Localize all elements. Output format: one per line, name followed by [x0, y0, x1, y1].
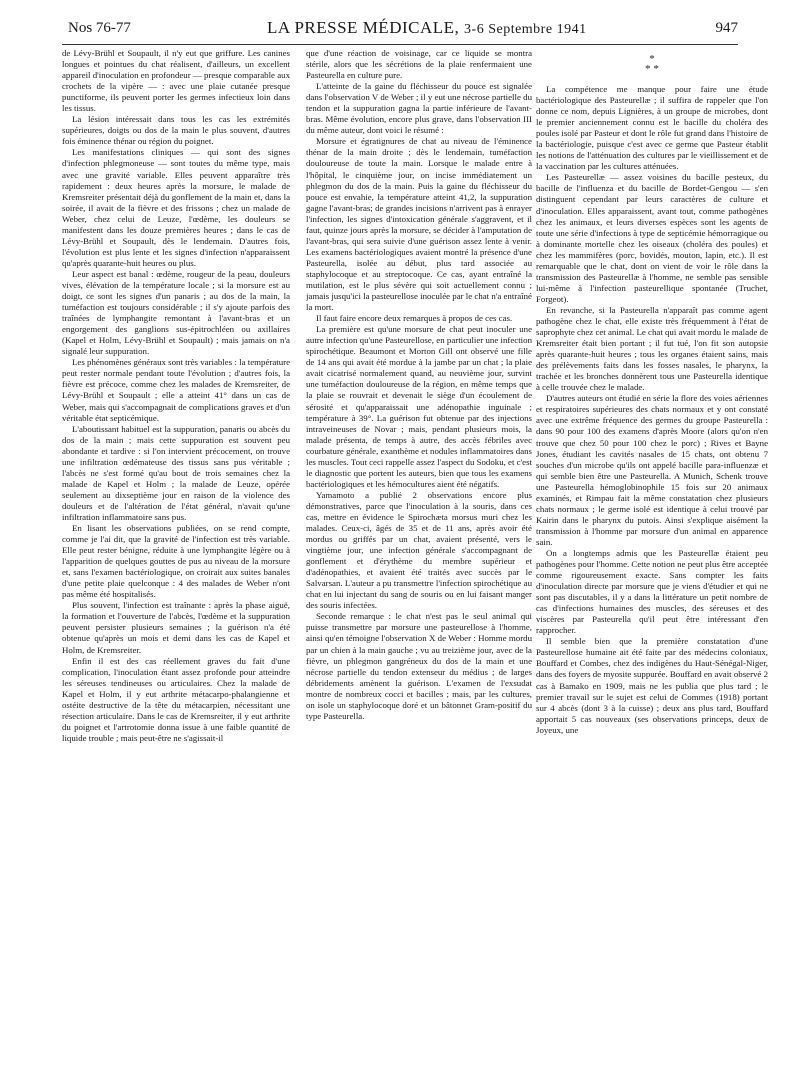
paragraph: L'aboutissant habituel est la suppuration, panaris ou abcès du dos de la main ; mais cette suppuration est souvent peu abondante et tardive : si l'on intervient précocement, on trouve une infiltration œdémateuse des tissus sans pus véritable ; l'abcès ne s'est formé qu'au bout de trois semaines chez la malade de Kapel et Holm ; la malade de Leuze, opérée seulement au dixseptième jour en raison de la violence des douleurs et de l'altération de l'état général, n'avait qu'une infiltration inflammatoire sans pus. [62, 423, 290, 522]
paragraph: D'autres auteurs ont étudié en série la flore des voies aériennes et respiratoires supérieures des chats normaux et y ont constaté avec une extrême fréquence des germes du groupe Pasteurella : dans 90 pour 100 des examens d'après Moore (alors qu'on n'en trouve que chez 50 pour 100 chez le porc) ; Rives et Bayne Jones, étudiant les cavités nasales de 15 chats, ont obtenu 7 souches d'un microbe qu'ils ont appelé bacille para-influenzæ et qui semble bien être une Pasteurella. A Munich, Schenk trouve une Pasteurella hémoglobinophile 15 fois sur 20 animaux examinés, et Rimpau fait la même constatation chez plusieurs chats normaux ; le germe isolé est identique à celui trouvé par Kairin dans le pharynx du putois. Ainsi s'explique aisément la transmission à l'homme par morsure d'un animal en apparence sain. [536, 393, 768, 547]
paragraph: Enfin il est des cas réellement graves du fait d'une complication, l'inoculation étant assez profonde pour atteindre les séreuses tendineuses ou articulaires. Chez la malade de Kapel et Holm, il y eut arthrite métacarpo-phalangienne et ostéite destructive de la tête du métacarpien, nécessitant une résection articulaire. Dans le cas de Kremsreiter, il y eut arthrite du poignet et l'artrotomie donna issue à une faible quantité de liquide trouble ; mais peut-être ne s'agissait-il [62, 655, 290, 743]
paragraph: Leur aspect est banal : œdème, rougeur de la peau, douleurs vives, élévation de la température locale ; si la morsure est au doigt, ce sont les signes d'un panaris ; au dos de la main, la tuméfaction est toujours considérable ; il s'y ajoute parfois des traînées de lymphangite remontant à l'avant-bras et un engorgement des ganglions sus-épitrochléen ou axillaires (Kapel et Holm, Lévy-Brühl et Soupault) ; mais jamais on n'a signalé leur suppuration. [62, 268, 290, 357]
column-right [536, 48, 768, 1078]
paragraph: La première est qu'une morsure de chat peut inoculer une autre infection qu'une Pasteurellose, en particulier une infection spirochétique. Beaumont et Morton Gill ont observé une fille de 14 ans qui avait été mordue à la jambe par un chat ; la plaie avait cicatrisé normalement quand, au neuvième jour, survint une tuméfaction douloureuse de la région, en même temps que la plaie se rouvrait et devenait le siège d'un écoulement de sérosité et qu'apparaissait une adénopathie inguinale ; température à 39°. La guérison fut obtenue par des injections intraveineuses de Novar ; mais, pendant plusieurs mois, la malade présenta, de temps à autre, des accès fébriles avec courbature générale, exanthème et nodules inflammatoires dans les muscles. Tout ceci rappelle assez l'aspect du Sodoku, et c'est le diagnostic que portent les auteurs, bien que tous les examens bactériologiques et les hémocultures aient été négatifs. [306, 324, 532, 489]
paragraph: de Lévy-Brühl et Soupault, il n'y eut que griffure. Les canines longues et pointues du chat réalisent, d'ailleurs, un excellent appareil d'inoculation en profondeur — presque comparable aux crochets de la vipère — : avec une plaie cutanée presque punctiforme, ils peuvent porter les germes infectieux loin dans les tissus. [62, 48, 290, 114]
paragraph: Les phénomènes généraux sont très variables : la température peut rester normale pendant toute l'évolution ; d'autres fois, la fièvre est précoce, comme chez les malades de Kremsreiter, de Lévy-Brühl et Soupault ; elle a atteint 41° dans un cas de Weber, mais qui s'accompagnait de complications graves et d'un véritable état septicémique. [62, 357, 290, 423]
paragraph: Plus souvent, l'infection est traînante : après la phase aiguë, la formation et l'ouverture de l'abcès, l'œdème et la suppuration peuvent persister plusieurs semaines ; la guérison n'a été obtenue qu'après un mois et demi dans les cas de Kapel et Holm, de Kremsreiter. [62, 600, 290, 655]
paragraph: que d'une réaction de voisinage, car ce liquide se montra stérile, alors que les sécrétions de la plaie renfermaient une Pasteurella en culture pure. [306, 48, 532, 81]
column-middle [306, 48, 532, 1078]
separator-stars: * * [645, 63, 659, 75]
journal-title-line [267, 18, 587, 38]
paragraph: Les Pasteurellæ — assez voisines du bacille pesteux, du bacille de l'influenza et du bacille de Bordet-Gengou — s'en distinguent cependant par leurs caractères de culture et d'inoculation. Elles apparaissent, avant tout, comme pathogènes chez les animaux, et leurs diverses espèces sont les agents de toute une série d'infections à type de septicémie hémorragique ou à dominante mortelle chez les oiseaux (choléra des poules) et chez les mammifères (porc, bovidés, mouton, lapin, etc.). Il est remarquable que le chat, dont on vient de voir le rôle dans la transmission des Pasteurellæ à l'homme, ne semble pas sensible lui-même à l'infection pasteurellique spontanée (Truchet, Forgeot). [536, 172, 768, 304]
paragraph: Yamamoto a publié 2 observations encore plus démonstratives, parce que l'inoculation à la souris, dans ces cas, mettre en évidence le Spirochæta morsus muri chez les malades. Ceux-ci, âgés de 35 et de 11 ans, après avoir été mordus ou griffés par un chat, avaient présenté, vers le vingtième jour, une infection générale s'accompagnant de gonflement et d'érythème du membre supérieur et d'adénopathies, et avaient été traités avec succès par le Salvarsan. L'auteur a pu transmettre l'infection spirochétique au chat en lui injectant du sang de souris ou en lui faisant manger des souris infectées. [306, 489, 532, 611]
paragraph: Les manifestations cliniques — qui sont des signes d'infection phlegmoneuse — sont toutes du même type, mais avec une gravité variable. Elles peuvent apparaître très rapidement : deux heures après la morsure, le malade de Kremsreiter présentait déjà du gonflement de la main et, dans la soirée, il avait de la fièvre et des frissons ; chez un malade de Weber, chez celui de Leuze, l'œdème, les douleurs se manifestent dans les douze premières heures ; dans le cas de Lévy-Brühl et Soupault, dès le lendemain. D'autres fois, l'évolution est plus lente et les signes d'infection n'apparaissent qu'après quarante-huit heures ou plus. [62, 147, 290, 268]
paragraph: Il semble bien que la première constatation d'une Pasteurellose humaine ait été faite par des médecins coloniaux, Bouffard et Combes, chez des indigènes du Haut-Sénégal-Niger, dans des foyers de myosite suppurée. Bouffard en avait observé 2 cas à Bamako en 1909, mais ne les publia que plus tard ; le premier travail sur le sujet est celui de Commes (1918) portant sur 4 abcès (dont 3 à la cuisse) ; deux ans plus tard, Bouffard apportait 5 cas nouveaux (ses observations princeps, deux de Joyeux, une [536, 636, 768, 735]
paragraph: Il faut faire encore deux remarques à propos de ces cas. [316, 313, 513, 324]
page-header [62, 14, 738, 45]
paragraph: La lésion intéressait dans tous les cas les extrémités supérieures, doigts ou dos de la main le plus souvent, d'autres fois éminence thénar ou région du poignet. [62, 114, 290, 147]
separator-star: * [649, 53, 655, 65]
paragraph: La compétence me manque pour faire une étude bactériologique des Pasteurellæ ; il suffira de rappeler que l'on donne ce nom, depuis Lignières, à un groupe de microbes, dont le premier anciennement connu est le bacille du choléra des poules isolé par Pasteur et dont le rôle fut grand dans l'histoire de la bactériologie, puisque c'est avec ce germe que Pasteur établit les notions de l'atténuation des cultures par le vieillissement et de la vaccination par les cultures atténuées. [536, 84, 768, 172]
paragraph: Morsure et égratignures de chat au niveau de l'éminence thénar de la main droite ; dès le lendemain, tuméfaction douloureuse de toute la main. Lorsque le malade entre à l'hôpital, le cinquième jour, on incise immédiatement un phlegmon du dos de la main. Puis la gaine du fléchisseur du pouce est envahie, la température atteint 41,2, la suppuration gagne l'avant-bras; de grandes incisions n'arrivent pas à enrayer l'infection, les signes d'intoxication générale s'aggravent, et il faut, quinze jours après la morsure, se décider à l'amputation de l'avant-bras, qui sera suivie d'une guérison assez lente à venir. Les examens bactériologiques avaient montré la présence d'une Pasteurella, isolée au début, plus tard associée au staphylocoque et au streptocoque. Ce cas, ayant entraîné la mutilation, est le plus sévère qui soit actuellement connu ; jamais jusqu'ici la pasteurellose inoculée par le chat n'a entraîné la mort. [306, 136, 532, 313]
paragraph: On a longtemps admis que les Pasteurellæ étaient peu pathogènes pour l'homme. Cette notion ne peut plus être acceptée comme rigoureusement exacte. Sans compter les faits d'inoculation directe par morsure que je viens d'étudier et qui ne sont pas discutables, il y a dans la littérature un petit nombre de cas d'infections humaines des muscles, des séreuses et des viscères par Pasteurella qu'il peut être intéressant d'en rapprocher. [536, 547, 768, 636]
column-left [62, 48, 290, 1078]
section-separator [536, 54, 768, 74]
paragraph: L'atteinte de la gaine du fléchisseur du pouce est signalée dans l'observation V de Weber ; il y eut une nécrose partielle du tendon et la suppuration gagna la partie inférieure de l'avant-bras. Même évolution, encore plus grave, dans l'observation III du même auteur, dont voici le résumé : [306, 81, 532, 136]
issue-number: Nos 76-77 [68, 20, 131, 36]
issue-date: 3-6 Septembre 1941 [464, 22, 587, 37]
paragraph: Seconde remarque : le chat n'est pas le seul animal qui puisse transmettre par morsure une pasteurellose à l'homme, ainsi qu'en témoigne l'observation X de Weber : Homme mordu par un chien à la main gauche ; vu au treizième jour, avec de la fièvre, un phlegmon gangréneux du dos de la main et une nécrose partielle du tendon extenseur du médius ; de larges débridements amènent la guérison. L'examen de l'exsudat montre de nombreux cocci et bacilles ; mais, par les cultures, on isole un staphylocoque doré et un bâtonnet Gram-positif du type Pasteurella. [306, 611, 532, 721]
journal-title: LA PRESSE MÉDICALE, [267, 18, 460, 37]
paragraph: En revanche, si la Pasteurella n'apparaît pas comme agent pathogène chez le chat, elle existe très fréquemment à l'état de saprophyte chez cet animal. Le chat qui avait mordu le malade de Kremsreiter était bien portant ; il fut tué, l'on fit son autopsie après quarante-huit heures ; tous les organes étaient sains, mais des prélèvements faits dans les fosses nasales, le pharynx, la trachée et les bronches donnèrent tous une Pasteurella identique à celle trouvée chez le malade. [536, 304, 768, 393]
page-number: 947 [715, 20, 738, 36]
paragraph: En lisant les observations publiées, on se rend compte, comme je l'ai dit, que la gravité de l'infection est très variable. Elle peut rester bénigne, réduite à une lymphangite légère ou à l'apparition de quelques gouttes de pus au niveau de la morsure et, sans l'examen bactériologique, on croirait aux suites banales d'une petite plaie quelconque : 4 des malades de Weber n'ont pas même été hospitalisés. [62, 523, 290, 600]
